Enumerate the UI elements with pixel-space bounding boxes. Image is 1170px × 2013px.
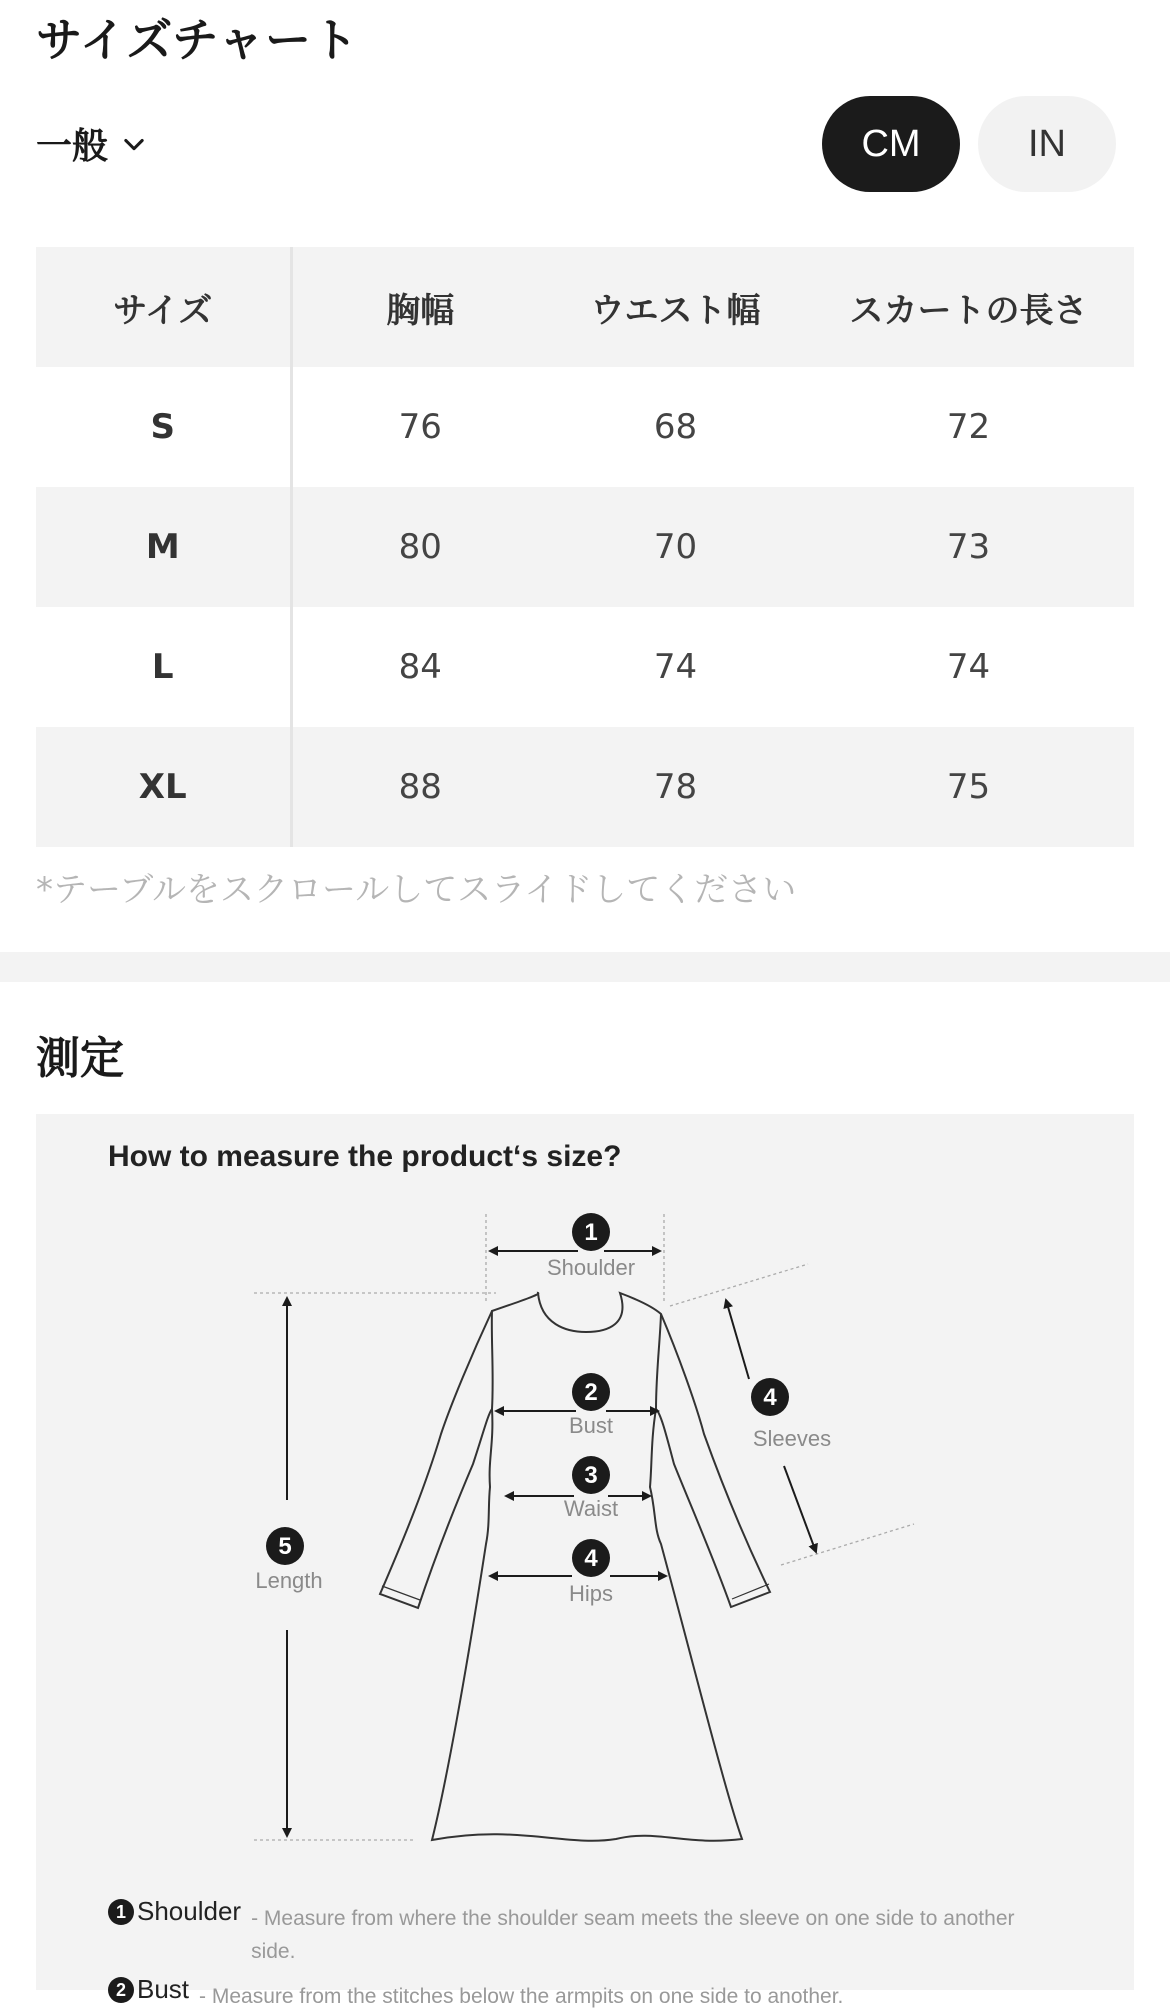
table-row [36,607,1134,727]
bust-marker [496,1373,658,1438]
waist-label: Waist [563,1496,619,1521]
size-table [36,247,1134,847]
column-header-skirt-length: スカートの長さ [849,290,1088,331]
size-cell: M [36,487,291,607]
size-cell: XL [36,727,291,847]
measure-panel [36,1114,1134,2008]
scroll-hint: *テーブルをスクロールしてスライドしてください [36,870,797,910]
hips-label: Hips [568,1581,614,1606]
table-row [36,367,1134,487]
legend-description: - Measure from the stitches below the armpits on one side to another. [199,1985,844,2008]
table-header-row [36,247,1134,367]
column-header-bust: 胸幅 [386,290,455,331]
section-divider [0,952,1170,982]
waist-cell: 74 [653,647,698,687]
legend-item-shoulder [108,1896,1021,1968]
skirt-length-cell: 74 [946,647,991,687]
sleeves-number: 4 [763,1384,777,1411]
waist-cell: 78 [653,767,698,807]
skirt-length-cell: 75 [946,767,991,807]
sleeves-label: Sleeves [752,1426,832,1451]
measure-heading: How to measure the product‘s size? [108,1140,622,1173]
shoulder-marker [490,1213,660,1280]
size-cell: S [36,367,291,487]
legend-item-bust [108,1974,969,2013]
length-number: 5 [278,1533,292,1560]
unit-cm-button[interactable]: CM [822,96,960,192]
skirt-length-cell: 72 [946,407,991,447]
length-label: Length [255,1568,323,1593]
waist-cell: 70 [653,527,698,567]
legend-name: Bust [137,1974,190,2004]
shoulder-label: Shoulder [546,1255,636,1280]
sleeves-marker [726,1300,831,1552]
bust-number: 2 [584,1379,598,1406]
dress-measurement-diagram [36,1114,1134,1990]
size-cell: L [36,607,291,727]
bust-cell: 80 [398,527,442,567]
bust-cell: 88 [398,767,442,807]
unit-in-button[interactable]: IN [978,96,1116,192]
waist-number: 3 [584,1462,598,1489]
bust-label: Bust [568,1413,614,1438]
column-header-waist: ウエスト幅 [590,290,761,331]
guide-lines [254,1214,914,1840]
category-label: 一般 [36,126,109,167]
hips-number: 4 [584,1545,598,1572]
column-header-size: サイズ [36,247,291,367]
bust-cell: 84 [398,647,442,687]
category-dropdown[interactable] [36,118,148,169]
legend-name: Shoulder [137,1896,242,1926]
shoulder-number: 1 [584,1219,598,1246]
legend-number: 2 [108,1977,134,2003]
measure-section-title: 測定 [36,1033,124,1084]
legend-number: 1 [108,1899,134,1925]
table-row [36,487,1134,607]
table-row [36,727,1134,847]
length-marker [255,1298,322,1836]
page-title: サイズチャート [36,13,360,67]
legend-description: - Measure from where the shoulder seam meets the sleeve on one side to another side. [251,1907,1015,1963]
chevron-down-icon [120,130,148,158]
unit-toggle [822,96,1116,192]
waist-marker [506,1456,650,1521]
waist-cell: 68 [653,407,698,447]
skirt-length-cell: 73 [946,527,991,567]
hips-marker [490,1539,666,1606]
bust-cell: 76 [398,407,442,447]
